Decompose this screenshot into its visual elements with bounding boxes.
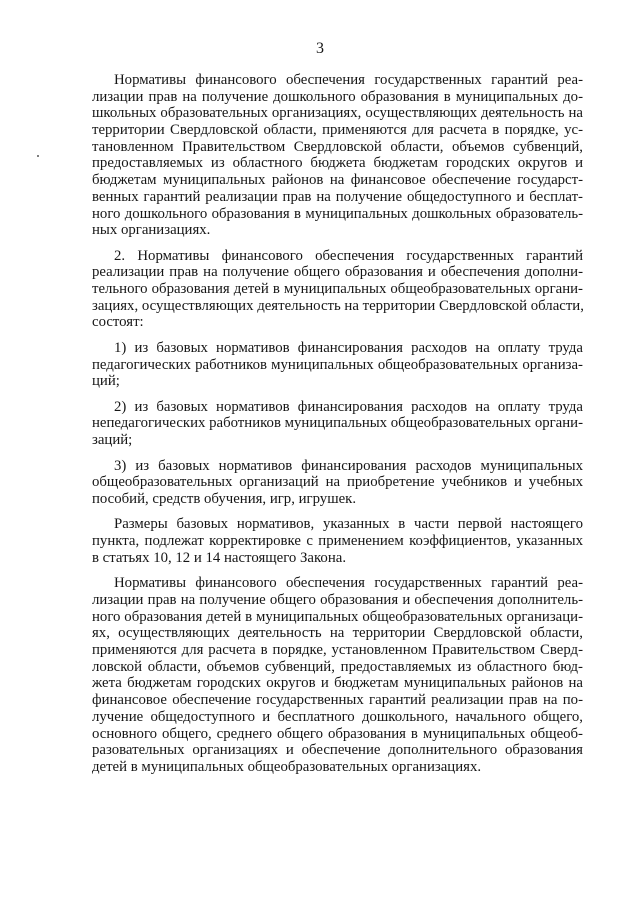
paragraph [92, 248, 583, 331]
text-line: 2. Нормативы финансового обеспечения государственных гарантий [114, 247, 583, 264]
text-line: лучение общедоступного и бесплатного дошкольного, начального общего, [92, 708, 583, 725]
text-line: пункта, подлежат корректировке с применением коэффициентов, указанных [92, 533, 583, 550]
text-line: ного дошкольного образования в муниципальных дошкольных образователь- [92, 205, 583, 222]
text-line: Нормативы финансового обеспечения государственных гарантий реа- [114, 575, 583, 592]
page-number: 3 [316, 40, 324, 57]
text-line: реализации прав на получение общего образования и обеспечения дополни- [92, 264, 583, 281]
text-line: ях, осуществляющих деятельность на территории Свердловской области, [92, 625, 583, 642]
text-line: финансовое обеспечение государственных гарантий реализации прав на по- [92, 692, 583, 709]
text-line: основного общего, среднего общего образования в муниципальных общеоб- [92, 725, 583, 742]
text-line: педагогических работников муниципальных общеобразовательных организа- [92, 356, 583, 373]
text-line: непедагогических работников муниципальных общеобразовательных органи- [92, 415, 584, 432]
text-line: школьных образовательных организациях, осуществляющих деятельность на [92, 105, 583, 122]
text-line: территории Свердловской области, применяются для расчета в порядке, ус- [92, 122, 583, 139]
text-line: пособий, средств обучения, игр, игрушек. [92, 491, 357, 507]
paragraph [92, 516, 583, 566]
text-line: тельного образования детей в муниципальных общеобразовательных органи- [92, 281, 583, 298]
text-line: детей в муниципальных общеобразовательных организациях. [92, 758, 482, 775]
text-line: заций; [92, 432, 133, 449]
text-line: ного образования детей в муниципальных общеобразовательных организаци- [92, 608, 583, 625]
text-line: 1) из базовых нормативов финансирования расходов на оплату труда [114, 339, 583, 356]
text-line: ловской области, объемов субвенций, предоставляемых из областного бюд- [92, 658, 583, 675]
paragraph [92, 458, 583, 508]
text-line: ций; [92, 373, 120, 390]
text-line: венных гарантий реализации прав на получение общедоступного и бесплат- [92, 188, 583, 205]
text-line: 3) из базовых нормативов финансирования расходов муниципальных [114, 457, 583, 474]
text-line: состоят: [92, 314, 144, 331]
paragraph [92, 72, 583, 239]
text-line: общеобразовательных организаций на приобретение учебников и учебных [92, 474, 583, 491]
margin-mark [37, 155, 39, 157]
text-line: предоставляемых из областного бюджета бюджетам городских округов и [92, 155, 583, 172]
paragraph [92, 340, 583, 390]
text-line: лизации прав на получение общего образования и обеспечения дополнитель- [92, 592, 583, 609]
document-body [92, 72, 583, 776]
text-line: тановленном Правительством Свердловской области, объемов субвенций, [92, 138, 583, 155]
text-line: зациях, осуществляющих деятельность на территории Свердловской области, [92, 297, 584, 314]
text-line: разовательных организациях и обеспечение дополнительного образования [92, 742, 583, 759]
text-line: применяются для расчета в порядке, установленном Правительством Сверд- [92, 642, 583, 659]
text-line: жета бюджетам городских округов и бюджетам муниципальных районов на [92, 675, 583, 692]
text-line: ных организациях. [92, 222, 211, 239]
paragraph [92, 399, 583, 449]
text-line: бюджетам муниципальных районов на финансовое обеспечение государст- [92, 172, 583, 189]
text-line: Размеры базовых нормативов, указанных в части первой настоящего [114, 516, 583, 533]
text-line: Нормативы финансового обеспечения государственных гарантий реа- [114, 72, 583, 88]
text-line: лизации прав на получение дошкольного образования в муниципальных до- [92, 88, 583, 105]
text-line: 2) из базовых нормативов финансирования расходов на оплату труда [114, 398, 583, 415]
paragraph [92, 575, 583, 775]
text-line: в статьях 10, 12 и 14 настоящего Закона. [92, 549, 347, 566]
